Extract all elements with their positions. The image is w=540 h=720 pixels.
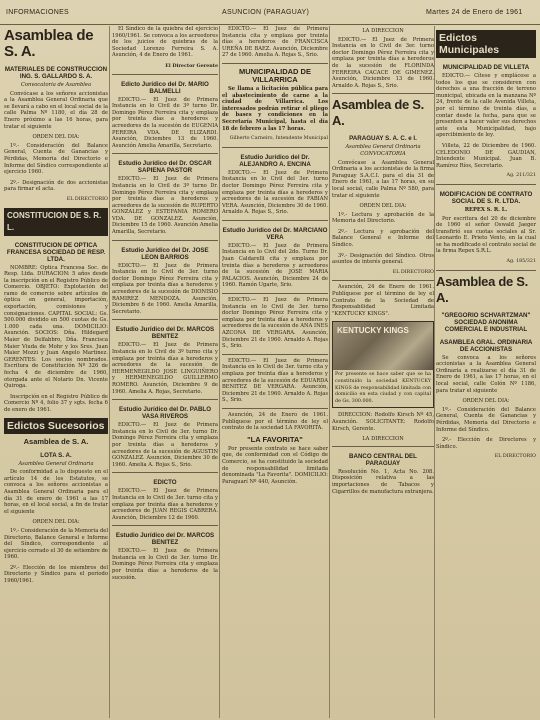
notice-subtitle: Asamblea General Ordinaria [18, 460, 94, 467]
section-title: Asamblea de S. A. [436, 273, 528, 305]
notice-heading: Estudio Jurídico del Dr. OSCAR SAPIENA PASTOR [118, 160, 212, 175]
notice-heading: MUNICIPALIDAD DE VILLETA [442, 64, 530, 71]
divider [332, 446, 434, 447]
divider [222, 63, 328, 64]
notice-heading: EDICTO [153, 479, 177, 487]
notice-text: 1º.- Lectura y aprobación de la Memoria del Directorio. [332, 211, 434, 225]
kentucky-kings-ad [332, 321, 434, 408]
notice-text: Resolución No. 1, Acta No. 208. Disposición relativa a las importaciones de Tabacos y Cigarrillos de manufactura extranjera. [332, 468, 434, 495]
company-name: LOTA S. A. [40, 451, 72, 459]
notice-text: EDICTO.— El Juez de Primera Instancia en lo Civil de 3er. turno Dr. Domingo Pérez Ferreira cita y emplaza por treinta días a herederos y acreedores de la sucesión de AGUSTIN GONZALEZ. Asunción, Diciembre 30 de 1960. Amelia A. Rojas S., Srio. [112, 422, 218, 468]
notice-text: EDICTO.— El Juez de Primera Instancia en lo Civil del 3er. turno doctor Domingo Pérez Ferreira cita y emplaza por treinta días a herederos y acreedores de la sucesión de FABIAN VERA. Asunción, Diciembre 30 de 1960. Arnaldo A. Rojas S., Srio. [222, 169, 328, 216]
section-banner: Edictos Municipales [436, 30, 536, 58]
column-1 [4, 26, 108, 718]
divider [222, 220, 328, 221]
company-name: REPEX S. R. L. [464, 206, 508, 213]
divider [112, 240, 218, 241]
company-name: CONSTITUCION DE OPTICA FRANCESA SOCIEDAD DE RESP. LTDA. [6, 241, 106, 263]
section-banner: CONSTITUCION DE S. R. L. [4, 208, 108, 236]
notice-text: EDICTO.— El Juez de Primera Instancia en lo Civil de 3er. turno cita y emplaza por treinta días a herederos y acreedores de JUAN REGIS CABRERA. Asunción, Diciembre 12 de 1960. [112, 488, 218, 521]
divider [436, 270, 536, 271]
notice-text: 1º.- Consideración del Balance General, Cuenta de Ganancias y Pérdidas, Memoria del Directorio e Informe del Síndico correspondiente al ejercicio 1960. [4, 142, 108, 176]
notice-text: 2º.- Elección de los miembros del Directorio y Síndico para el período 1960/1961. [4, 564, 108, 585]
notice-text: De conformidad a lo dispuesto en el artículo 14 de los Estatutos, se convoca a los señores accionistas a Asamblea General Ordinaria para el día 31 de enero de 1961 a las 17 horas, en el local social, a fin de tratar el siguiente [4, 469, 108, 515]
notice-heading: Edicto Jurídico del Dr. MARIO BALMELLI [121, 80, 209, 95]
company-name: "GREGORIO SCHVARTZMAN" SOCIEDAD ANONIMA COMERCIAL E INDUSTRIAL [441, 311, 531, 333]
column-5 [436, 26, 536, 718]
signature: LA DIRECCION [362, 28, 404, 34]
divider [112, 153, 218, 154]
signature: Gilberto Carneiro, Intendente Municipal [229, 136, 328, 142]
divider [112, 319, 218, 320]
divider [222, 293, 328, 294]
notice-text: EDICTO.— El Juez de Primera Instancia cita y emplaza por treinta días a herederos de FRANCISCA UREÑA DE BAEZ. Asunción, Diciembre 27 de 1960. Amelia A. Rojas S., Srio. [222, 26, 328, 59]
notice-heading: Estudio Jurídico del Dr. MARCOS BENITEZ [115, 532, 215, 547]
notice-text: Por presente contrato se hace saber que, de conformidad con el Código de Comercio, se ha constituido la sociedad de responsabilidad limitada denominada "La Favorita". DOMICILIO: Paraguarí Nº 440, Asunción. [222, 445, 328, 485]
company-name: PARAGUAY S. A. C. e I. [349, 135, 417, 143]
signature: LA DIRECCION [362, 436, 404, 443]
divider [222, 147, 328, 148]
column-4 [332, 26, 434, 718]
ad-title: KENTUCKY KINGS [337, 326, 409, 336]
notice-text: 2º.- Lectura y aprobación del Balance General e Informe del Síndico. [332, 228, 434, 249]
agenda-heading: ORDEN DEL DIA: [462, 398, 510, 405]
ad-image [333, 322, 433, 370]
agenda-heading: ORDEN DEL DIA: [359, 203, 407, 210]
notice-heading: Estudio Jurídico del Dr. MARCOS BENITEZ [115, 326, 215, 341]
notice-text: EDICTO.— El Juez de Primera Instancia en lo Civil de 3º turno cita y emplaza por treinta días a herederos y acreedores de la sucesión de HERMENEGILDO JOSE LINGUIÑERO y HERMENEGILDO GUILLERMO ROMERO. Asunción, Diciembre 9 de 1960. Amelia A. Rojas, Secretario. [112, 342, 218, 395]
notice-text: EDICTO.— Cítese y emplácese a todos los que se consideren con derechos a una fracción de terreno municipal, ubicada en la manzana Nº 24, frente de la calle Avenida Villeta, por el término de treinta días, a contar desde la fecha, para que se presenten a hacer valer sus derechos ante esta Municipalidad, bajo apercibimiento de ley. [436, 73, 536, 139]
signature: El Director Gerente [165, 62, 218, 69]
notice-subtitle: Convocatoria de Asamblea [20, 82, 92, 88]
section-title: Asamblea de S. A. [4, 27, 94, 60]
notice-text: EDICTO.— El Juez de Primera Instancia en lo Civil de 3º turno Dr. Domingo Pérez Ferreira cita y emplaza por treinta días a herederos y acreedores de la sucesión de EUGENIA PEREIRA VDA. DE ELIZARDI. Asunción, Diciembre 13 de 1960. Asunción Amelia Amarilla, Secretario. [112, 96, 218, 149]
divider [332, 93, 434, 94]
notice-text: Se convoca a los señores accionistas a la Asamblea General Ordinaria a realizarse el día 31 de Enero de 1961, a las 17 horas, en el local social, calle Colón Nº 1186, para tratar el siguiente [436, 354, 536, 394]
divider [222, 408, 328, 409]
agenda-heading: ORDEN DEL DIA: [32, 519, 80, 526]
company-name: MATERIALES DE CONSTRUCCION ING. S. GALLARDO S. A. [4, 66, 108, 80]
column-2 [112, 26, 218, 718]
notice-text: 1º.- Consideración de la Memoria del Directorio, Balance General e Informe del Síndico, correspondiente al ejercicio cerrado el 30 de setiembre de 1960. [4, 527, 108, 561]
notice-text: Inscripción en el Registro Público de Comercio Nº 4, folio 37 y sgts. fecha 6 de enero de 1961. [4, 393, 108, 413]
section-subtitle: Asamblea de S. A. [23, 436, 89, 446]
agenda-heading: ORDEN DEL DIA: [32, 134, 80, 141]
divider [222, 354, 328, 355]
section-banner: Edictos Sucesorios [4, 418, 108, 434]
notice-text: Se llama a licitación pública para el abastecimiento de carne a la ciudad de Villarrica. Los interesados podrán retirar el pliego de bases y condiciones en la Secretaría Municipal, hasta el día 18 de febrero a las 17 horas. [222, 85, 328, 132]
notice-text: Villeta, 22 de Diciembre de 1960. CELEDONIO DE GAUDIAN, Intendente Municipal. Juan B. Ramírez Ríos, Secretario. [436, 142, 536, 169]
signature: EL DIRECTORIO [392, 269, 434, 275]
notice-text: 1º.- Consideración del Balance General, Cuenta de Ganancias y Pérdidas, Memoria del Directorio e Informe del Síndico. [436, 406, 536, 433]
notice-text: EDICTO.— El Juez de Primera Instancia en lo Civil de 3er. turno doctor Domingo Pérez Ferreira cita y emplaza por treinta días a herederos de la sucesión de FLORINDA FERREIRA CACACE DE GIMENEZ. Asunción, Diciembre 13 de 1960. Arnaldo A. Rojas S., Srio. [332, 36, 434, 89]
date-label: Martes 24 de Enero de 1961 [426, 9, 523, 16]
column-rule [219, 26, 220, 718]
notice-heading: BANCO CENTRAL DEL PARAGUAY [349, 452, 417, 467]
section-title: Asamblea de S. A. [332, 97, 424, 129]
notice-heading: Estudio Jurídico del Dr. JOSE LEON BARRIOS [121, 246, 209, 261]
notice-text: 2º.- Elección de Directores y Síndico. [436, 437, 536, 450]
signature: Ag. 211/321 [506, 173, 536, 179]
page-header [0, 0, 540, 25]
notice-text: EDICTO.— El Juez de Primera Instancia en lo Civil de 3er. turno doctor Domingo Pérez Ferreira cita y emplaza por treinta días a herederos y acreedores de la sucesión de ANA INES AZCONA DE VERGARA. Asunción, Diciembre 21 de 1960. Arnaldo A. Rojas S., Srio. [222, 297, 328, 350]
section-label: INFORMACIONES [6, 9, 70, 16]
column-rule [109, 26, 110, 718]
notice-text: El Síndico de la quiebra del ejercicio 1960/1961. Se convoca a los acreedores de los juicios de quiebras de la Sociedad Lorenzo Ferreira S. A. Asunción, 4 de Enero de 1961. [112, 26, 218, 59]
notice-text: 2º.- Designación de dos accionistas para firmar el acta. [4, 179, 108, 193]
notice-text: DIRECCION: Rodolfo Kirsch Nº 45, Asunción. SOLICITANTE: Rodolfo Kirsch, Gerente. [332, 412, 434, 432]
divider [112, 74, 218, 75]
ad-caption: Por presente se hace saber que se ha constituido la sociedad KENTUCKY KINGS de responsabilidad limitada con domicilio en esta ciudad y con capital de Gs. 300.000. [335, 372, 431, 404]
notice-heading: Estudio Jurídico del Dr. MARCIANO VERA [222, 226, 328, 241]
notice-heading: MUNICIPALIDAD DE VILLARRICA [239, 66, 311, 84]
notice-text: Asunción, 24 de Enero de 1961. Publíquese por el término de ley el contrato de la sociedad LA FAVORITA. [222, 411, 328, 432]
signature: EL DIRECTORIO [494, 454, 536, 460]
notice-subtitle: ASAMBLEA GRAL. ORDINARIA DE ACCIONISTAS [439, 338, 533, 353]
divider [112, 525, 218, 526]
city-label: ASUNCION (PARAGUAY) [222, 9, 310, 16]
notice-heading: "LA FAVORITA" [247, 434, 303, 444]
signature: Ag. 185/321 [506, 259, 536, 265]
notice-text: Asunción, 24 de Enero de 1961. Publíquese por el término de ley el Contrato de la Sociedad de Responsabilidad Limitada "KENTUCKY KINGS". [332, 284, 434, 317]
notice-subtitle: Asamblea General Ordinaria CONVOCATORIA [345, 144, 421, 157]
column-rule [329, 26, 330, 718]
column-3 [222, 26, 328, 718]
notice-text: EDICTO.— El Juez de Primera Instancia en lo Civil de 3er. turno Dr. Domingo Pérez Ferreira cita y emplaza por treinta días a herederos de la sucesión. [112, 548, 218, 581]
notice-heading: Estudio Jurídico del Dr. ALEJANDRO A. ENCINA [239, 153, 311, 168]
divider [112, 472, 218, 473]
notice-text: EDICTO.— El Juez de Primera Instancia en lo Civil de 3º turno Dr. Domingo Pérez Ferreira cita y emplaza por treinta días a herederos y acreedores de la sucesión de RUPERTO GONZALEZ y ESTEFANIA ROMERO VDA. DE GONZALEZ. Asunción, Diciembre 15 de 1960. Asunción Amelia Amarilla, Secretario. [112, 176, 218, 236]
notice-heading: Estudio Jurídico del Dr. PABLO VASA RIVEROS [118, 406, 212, 421]
notice-text: EDICTO.— El Juez de Primera Instancia en lo Civil de 3er. turno doctor Domingo Pérez Ferreira cita y emplaza por treinta días a herederos y acreedores de la sucesión de DIONISIO RAMIREZ MENDOZA. Asunción, Diciembre 6 de 1960. Amelia Amarilla, Secretario. [112, 262, 218, 315]
divider [112, 399, 218, 400]
divider [436, 184, 536, 185]
divider [332, 280, 434, 281]
notice-text: EDICTO.— El Juez de Primera Instancia en lo Civil del 2do. Turno Dr. Juan Caldarelli cita y emplaza por treinta días a herederos y acreedores de la sucesión de JOSE MARIA PALACIOS. Asunción, Diciembre 24 de 1960. Ramón Ugarte, Srio. [222, 242, 328, 289]
notice-heading: MODIFICACION DE CONTRATO SOCIAL DE S. R. LTDA. [439, 190, 533, 205]
notice-text: 3º.- Designación del Síndico. Otros asuntos de interés general. [332, 252, 434, 266]
notice-text: Convócase a los señores accionistas a la Asamblea General Ordinaria que se llevará a cabo en el local social de la calle Palma Nº 1180, el día 28 de Enero próximo a las 16 horas, para tratar el siguiente [4, 90, 108, 130]
notice-text: EDICTO.— El Juez de Primera Instancia en lo Civil de 3er. turno cita y emplaza por treinta días a herederos y acreedores de la sucesión de EDUARDA BENITEZ DE VERGARA. Asunción, Diciembre 21 de 1960. Arnaldo A. Rojas S., Srio. [222, 357, 328, 404]
notice-text: NOMBRE: Optica Francesa Soc. de Resp. Ltda. DURACION: 5 años desde la inscripción en el Registro Público de Comercio. OBJETO: Explotación del ramo de comercio sobre artículos de óptica en general, importación, exportación, comisiones y consignaciones. CAPITAL SOCIAL: Gs. 500.000 dividido en 500 cuotas de Gs. 1.000 cada una. DOMICILIO: Asunción. SOCIOS: Dña. Hildegard Maier de Delfabbro, Dña. Francisca Maier Viuda de Mohr y los Sres. Juan Maier Mozzi y Juan Angelo Martinez. GERENTES: Los socios nombrados. Escritura de Constitución Nº 326 de fecha 4 de diciembre de 1960, otorgada ante el Notario Dn. Vicente Quiroga. [4, 264, 108, 390]
column-rule [434, 26, 435, 718]
notice-text: Por escritura del 20 de diciembre de 1960 el señor Oswald Jaeger transfirió sus cuotas sociales al Sr. Leonardo E. Prieto Vento, en la cual se ha modificado el contrato social de la firma Repex S.R.L. [436, 215, 536, 255]
signature: EL DIRECTORIO [66, 196, 108, 202]
notice-text: Convócase a Asamblea General Ordinaria a los accionistas de la firma Paraguay S.A.C.I. para el día 31 de Enero de 1961, a las 17 horas, en su local social, calle Palma Nº 580, para tratar el siguiente [332, 159, 434, 199]
